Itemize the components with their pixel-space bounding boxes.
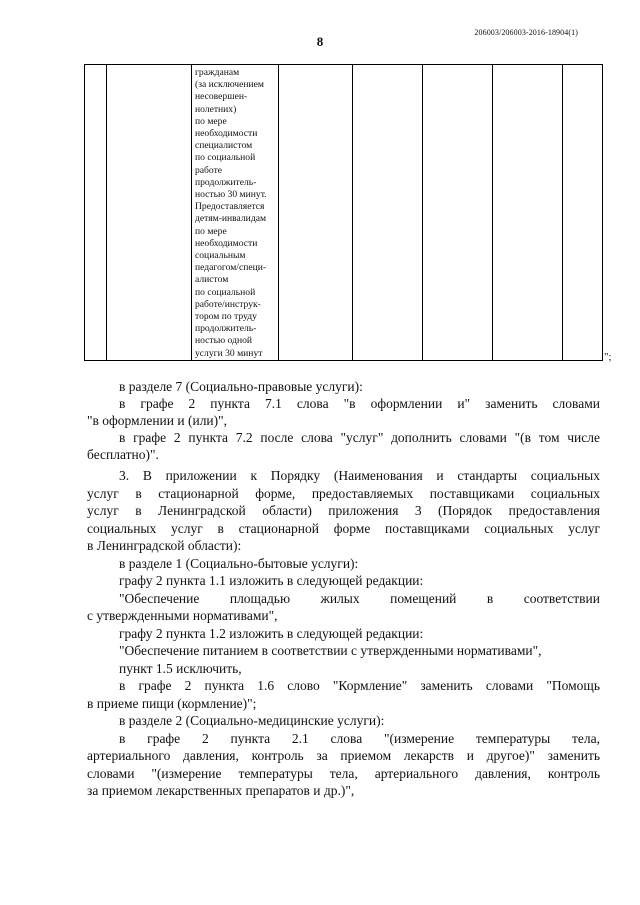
text-line: услуг в стационарной форме, предоставляемых поставщиками социальных: [87, 486, 600, 501]
table-cell-empty: [353, 65, 423, 361]
page-number: 8: [316, 34, 324, 49]
text-line: графу 2 пункта 1.1 изложить в следующей редакции:: [119, 573, 424, 588]
text-line: графу 2 пункта 1.2 изложить в следующей редакции:: [119, 626, 424, 641]
text-line: бесплатно)".: [87, 447, 159, 462]
text-line: в графе 2 пункта 1.6 слово "Кормление" заменить словами "Помощь: [119, 678, 600, 693]
table-row: [85, 65, 603, 361]
text-line: 3. В приложении к Порядку (Наименования и стандарты социальных: [119, 468, 600, 483]
text-line: в графе 2 пункта 2.1 слова "(измерение температуры тела,: [119, 731, 600, 746]
service-description-line: педагогом/специ-: [195, 262, 267, 274]
service-description-line: гражданам: [195, 67, 240, 78]
text-line: пункт 1.5 исключить,: [119, 661, 242, 676]
text-line: словами "(измерение температуры тела, артериального давления, контроль: [87, 766, 600, 781]
service-description-line: работе: [195, 164, 223, 176]
text-line: с утвержденными нормативами",: [87, 608, 278, 623]
services-table-continuation: [84, 64, 603, 361]
service-description-line: по социальной: [195, 286, 256, 298]
service-description-line: продолжитель-: [195, 323, 257, 335]
document-id: 206003/206003-2016-18904(1): [474, 28, 578, 37]
table-cell-service-description: [192, 65, 279, 361]
service-description-text: [192, 65, 278, 360]
text-line: в разделе 7 (Социально-правовые услуги):: [119, 379, 363, 394]
table-cell-empty: [279, 65, 353, 361]
text-line: в графе 2 пункта 7.1 слова "в оформлении и" заменить словами: [119, 396, 600, 411]
text-line: за приемом лекарственных препаратов и др.)",: [87, 783, 355, 798]
table-cell-empty: [423, 65, 493, 361]
text-line: в Ленинградской области):: [87, 538, 242, 553]
service-description-line: по мере: [195, 225, 227, 237]
table-cell-empty: [493, 65, 563, 361]
text-line: артериального давления, контроль за приемом лекарств и другое)" заменить: [87, 748, 600, 763]
service-description-line: услуги 30 минут: [195, 347, 263, 359]
service-description-line: несовершен-: [195, 91, 248, 103]
service-description-line: детям-инвалидам: [195, 213, 267, 225]
service-description-line: продолжитель-: [195, 176, 257, 188]
service-description-line: тором по труду: [195, 311, 257, 323]
service-description-line: Предоставляется: [195, 201, 265, 213]
service-description-line: (за исключением: [195, 79, 264, 91]
text-line: "Обеспечение питанием в соответствии с утвержденными нормативами",: [119, 643, 542, 658]
text-line: в приеме пищи (кормление)";: [87, 696, 257, 711]
service-description-line: необходимости: [195, 237, 258, 249]
text-line: услуг в Ленинградской области) приложения 3 (Порядок предоставления: [87, 503, 600, 518]
service-description-line: социальным: [195, 250, 246, 262]
service-description-line: по мере: [195, 115, 227, 127]
service-description-line: ностью 30 минут.: [195, 189, 267, 201]
service-description-line: нолетних): [195, 103, 237, 115]
text-line: социальных услуг в стационарной форме поставщиками социальных услуг: [87, 521, 600, 536]
table-cell-service-name: [107, 65, 192, 361]
text-line: в разделе 1 (Социально-бытовые услуги):: [119, 556, 359, 571]
text-line: "в оформлении и (или)",: [87, 413, 228, 428]
text-line: в разделе 2 (Социально-медицинские услуги):: [119, 713, 385, 728]
text-line: "Обеспечение площадью жилых помещений в соответствии: [119, 591, 600, 606]
service-description-line: ностью одной: [195, 335, 253, 347]
table-cell-number: [85, 65, 107, 361]
table-closing-quote: ";: [604, 351, 612, 363]
service-description-line: работе/инструк-: [195, 298, 261, 310]
service-description-line: специалистом: [195, 140, 253, 152]
service-description-line: алистом: [195, 274, 229, 286]
service-description-line: необходимости: [195, 128, 258, 140]
text-line: в графе 2 пункта 7.2 после слова "услуг" дополнить словами "(в том числе: [119, 430, 600, 445]
table-cell-empty: [563, 65, 603, 361]
service-description-line: по социальной: [195, 152, 256, 164]
